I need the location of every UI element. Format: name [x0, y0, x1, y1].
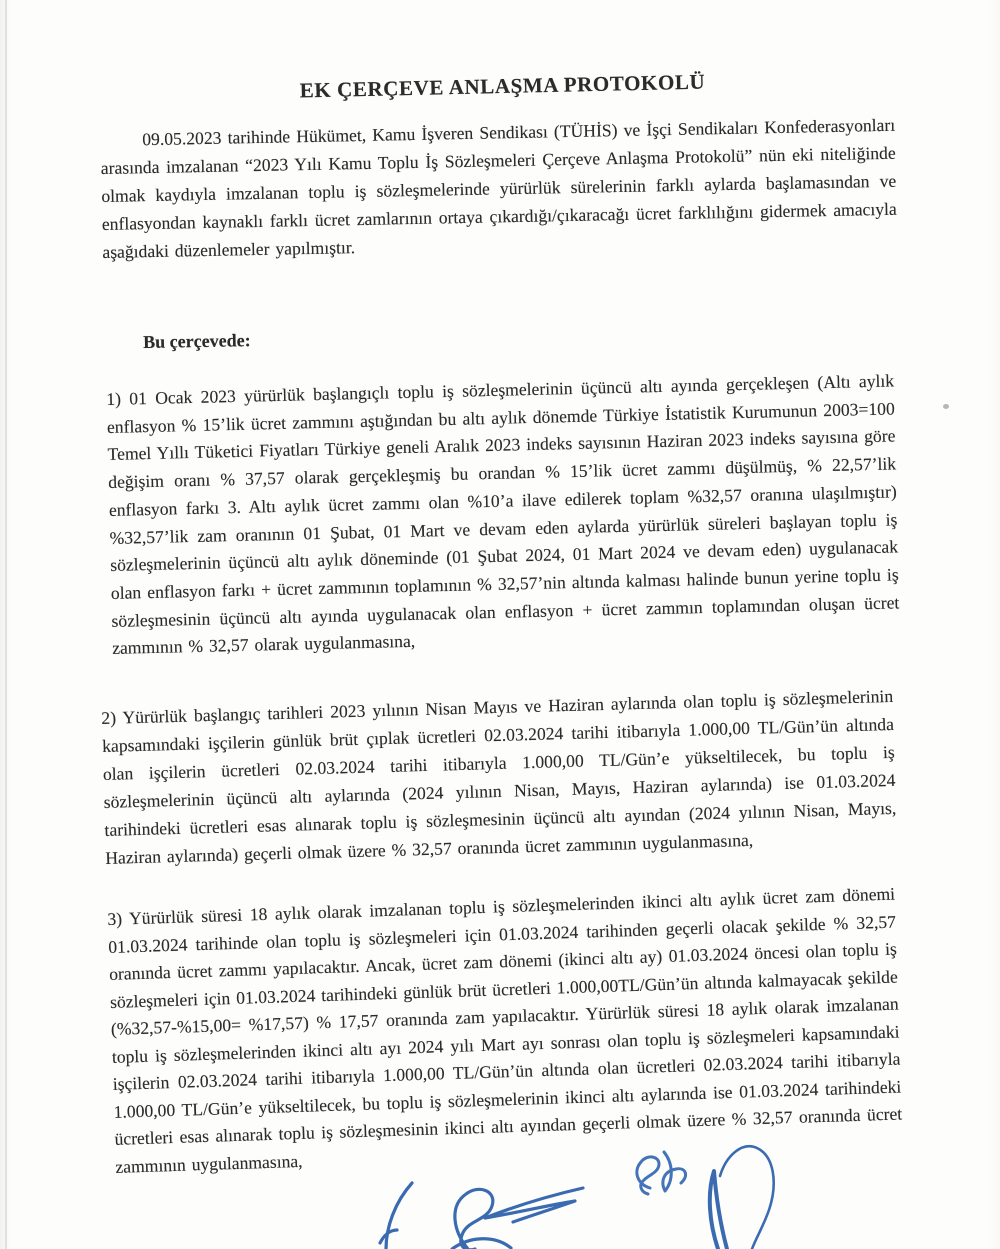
clause-3-paragraph: 3) Yürürlük süresi 18 aylık olarak imzalanan toplu iş sözleşmelerinden ikinci altı aylık ücret zam dönemi 01.03.2024 tarihinde olan toplu iş sözleşmeleri için 01.03.2024 tarihinden geçerli olacak şekilde % 32,57 oranında ücret zammı yapılacaktır. Ancak, ücret zam dönemi (ikinci altı ay) 01.03.2024 öncesi olan toplu iş sözleşmeleri için 01.03.2024 tarihindeki günlük brüt ücretleri 1.000,00TL/Gün’ün altında kalmayacak şekilde (%32,57-%15,00= %17,57) % 17,57 oranında zam yapılacaktır. Yürürlük süresi 18 aylık olarak imzalanan toplu iş sözleşmelerinden ikinci altı ayı 2024 yılı Mart ayı sonrası olan toplu iş sözleşmeleri kapsamındaki işçilerin 02.03.2024 tarihi itibarıyla 1.000,00 TL/Gün’ün altında olan ücretleri 02.03.2024 tarihi itibarıyla 1.000,00 TL/Gün’e yükseltilecek, bu toplu iş sözleşmelerinin ikinci altı aylarında ise 01.03.2024 tarihindeki ücretleri esas alınarak toplu iş sözleşmesinin ikinci altı ayından geçerli olmak üzere % 32,57 oranında ücret zammının uygulanmasına, — [107, 883, 903, 1176]
intro-paragraph: 09.05.2023 tarihinde Hükümet, Kamu İşveren Sendikası (TÜHİS) ve İşçi Sendikaları Konfederasyonları arasında imzalanan “2023 Yılı Kamu Toplu İş Sözleşmeleri Çerçeve Anlaşma Protokolü” nün eki niteliğinde olmak kaydıyla imzalanan toplu iş sözleşmelerinde yürürlük sürelerinin farklı aylarda başlamasından ve enflasyondan kaynaklı farklı ücret zamlarının ortaya çıkardığı/çıkaracağı ücret farklılığını gidermek amacıyla aşağıdaki düzenlemeler yapılmıştır. — [100, 114, 897, 262]
clause-1-paragraph: 1) 01 Ocak 2023 yürürlük başlangıçlı toplu iş sözleşmelerinin üçüncü altı ayında gerçekleşen (Altı aylık enflasyon % 15’lik ücret zammını aştığından bu altı aylık dönemde Türkiye İstatistik Kurumunun 2003=100 Temel Yıllı Tüketici Fiyatları Türkiye geneli Aralık 2023 indeks sayısının Haziran 2023 indeks sayısına göre değişim oranı % 37,57 olarak gerçekleşmiş bu orandan % 15’lik ücret zammı düşülmüş, % 22,57’lik enflasyon farkı 3. Altı aylık ücret zammı olan %10’a ilave edilerek toplam %32,57 oranına ulaşılmıştır) %32,57’lik zam oranının 01 Şubat, 01 Mart ve devam eden aylarda yürürlük süreleri başlayan toplu iş sözleşmelerinin üçüncü altı aylık döneminde (01 Şubat 2024, 01 Mart 2024 ve devam eden) uygulanacak olan enflasyon farkı + ücret zammının toplamının % 32,57’nin altında kalması halinde bunun yerine toplu iş sözleşmesinin üçüncü altı ayında uygulanacak olan enflasyon + ücret zammın toplamından oluşan ücret zammının % 32,57 olarak uygulanmasına, — [106, 370, 900, 658]
signatures-ink-area — [340, 1128, 810, 1249]
scan-artifact-speck — [943, 404, 949, 409]
page-edge-line — [5, 0, 7, 1249]
clause-2-paragraph: 2) Yürürlük başlangıç tarihleri 2023 yılının Nisan Mayıs ve Haziran aylarında olan toplu iş sözleşmelerinin kapsamındaki işçilerin günlük brüt çıplak ücretleri 02.03.2024 tarihi itibarıyla 1.000,00 TL/Gün’ün altında olan işçilerin ücretleri 02.03.2024 tarihi itibarıyla 1.000,00 TL/Gün’e yükseltilecek, bu toplu iş sözleşmelerinin üçüncü altı aylarında (2024 yılının Nisan, Mayıs, Haziran aylarında) ise 01.03.2024 tarihindeki ücretleri esas alınarak toplu iş sözleşmesinin üçüncü altı ayından (2024 yılının Nisan, Mayıs, Haziran aylarında) geçerli olmak üzere % 32,57 oranında ücret zammının uygulanmasına, — [101, 685, 897, 868]
main-signature-ink — [380, 1183, 583, 1249]
tall-loop-signature-ink — [710, 1146, 774, 1249]
initials-squiggle-ink — [637, 1152, 686, 1194]
section-heading: Bu çerçevede: — [143, 330, 251, 352]
document-title: EK ÇERÇEVE ANLAŞMA PROTOKOLÜ — [299, 69, 706, 103]
